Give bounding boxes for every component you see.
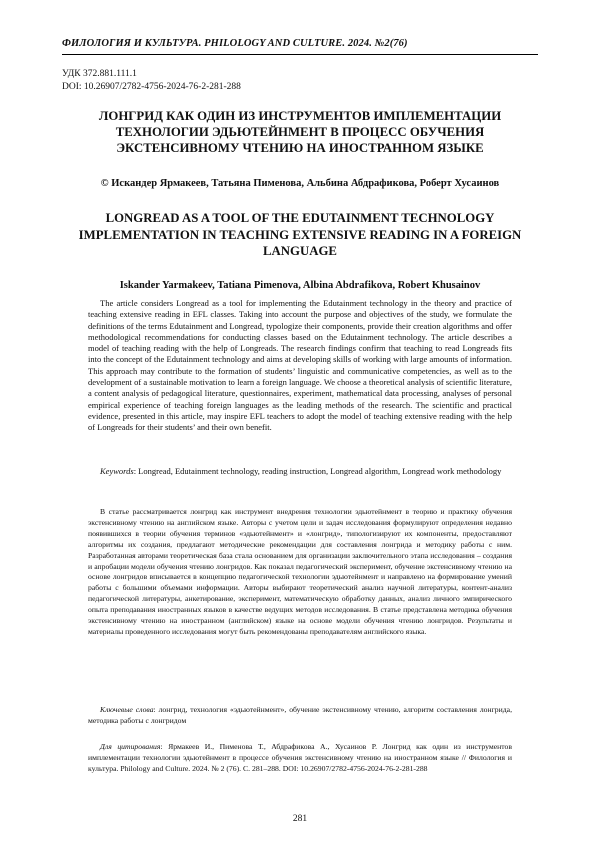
keywords-english — [88, 466, 512, 477]
keywords-russian-label: Ключевые слова — [100, 705, 154, 714]
keywords-english-label: Keywords — [100, 466, 134, 476]
citation-block — [88, 742, 512, 775]
header-divider — [62, 54, 538, 55]
citation-text: : Ярмакеев И., Пименова Т., Абдрафикова А., Хусаинов Р. Лонгрид как один из инструментов имплементации технологии эдьютейнмент в процессе обучения экстенсивному чтению на иностранном языке // Филология и культура. Philology and Culture. 2024. № 2 (76). С. 281–288. DOI: 10.26907/2782-4756-2024-76-2-281-288 — [88, 742, 512, 773]
journal-running-header: ФИЛОЛОГИЯ И КУЛЬТУРА. PHILOLOGY AND CULTURE. 2024. №2(76) — [62, 38, 408, 49]
keywords-russian-text: : лонгрид, технология «эдьютейнмент», обучение экстенсивному чтению, алгоритм составления лонгрида, методика работы с лонгридом — [88, 705, 512, 725]
keywords-russian — [88, 705, 512, 727]
authors-russian: © Искандер Ярмакеев, Татьяна Пименова, Альбина Абдрафикова, Роберт Хусаинов — [100, 178, 500, 189]
article-title-russian: ЛОНГРИД КАК ОДИН ИЗ ИНСТРУМЕНТОВ ИМПЛЕМЕНТАЦИИ ТЕХНОЛОГИИ ЭДЬЮТЕЙНМЕНТ В ПРОЦЕСС ОБУЧЕНИЯ ЭКСТЕНСИВНОМУ ЧТЕНИЮ НА ИНОСТРАННОМ ЯЗЫКЕ — [98, 109, 502, 155]
doi-text: DOI: 10.26907/2782-4756-2024-76-2-281-288 — [62, 81, 241, 92]
abstract-english: The article considers Longread as a tool for implementing the Edutainment technology in the theory and practice of teaching extensive reading in EFL classes. Taking into account the purpose and objectives of the study, we formulate the definitions of the terms Edutainment and Longread, typologize their components, provide their creation algorithms and offer methodological recommendations for conducting classes based on the Edutainment technology. The article describes a model of teaching reading with the help of Longreads. The research findings confirm that teaching to read Longreads fits into the concept of the Edutainment technology and aims at developing skills of working with large amounts of information. This approach may contribute to the formation of students’ linguistic and communicative competencies, as well as to the development of a sustainable motivation to learn a foreign language. We choose a theoretical analysis of scientific literature, a content analysis of pedagogical literature, questionnaires, experiment, mathematical data processing, analyses of personal empirical experience of teaching foreign languages as the leading methods of the research. The scientific and practical evidence, presented in this article, may inspire EFL teachers to adopt the model of teaching extensive reading with the help of Longreads for their students’ and their own benefit. — [88, 298, 512, 433]
article-title-english: LONGREAD AS A TOOL OF THE EDUTAINMENT TECHNOLOGY IMPLEMENTATION IN TEACHING EXTENSIVE READING IN A FOREIGN LANGUAGE — [78, 211, 522, 258]
keywords-english-text: : Longread, Edutainment technology, reading instruction, Longread algorithm, Longread work methodology — [133, 466, 502, 476]
article-metadata — [62, 68, 241, 93]
authors-english: Iskander Yarmakeev, Tatiana Pimenova, Albina Abdrafikova, Robert Khusainov — [119, 280, 481, 291]
page-number: 281 — [292, 814, 308, 824]
abstract-russian: В статье рассматривается лонгрид как инструмент внедрения технологии эдьютейнмент в теорию и практику обучения экстенсивному чтению на английском языке. Авторы с учетом цели и задач исследования формулируют определения недавно появившихся в теории обучения терминов «эдьютейнмент» и «лонгрид», типологизируют их компоненты, предоставляют алгоритмы их создания, предлагают методические рекомендации для составления лонгрида и методику работы с ним. Разработанная авторами теоретическая база стала основанием для организации заключительного этапа исследования – создания и апробации модели обучения чтению лонгридов. Как показал педагогический эксперимент, обучение экстенсивному чтению на основе лонгридов вписывается в концепцию педагогической технологии эдьютейнмент и направлено на формирование умений работы с большими объемами информации. Авторы выбирают теоретический анализ научной литературы, контент-анализ педагогической литературы, анкетирование, эксперимент, математическую обработку данных, анализ личного эмпирического опыта преподавания иностранных языков в качестве ведущих методов исследования. В статье представлена методика обучения экстенсивному чтению на иностранном (английском) языке на основе модели обучения чтению лонгридов. Результаты и материалы проведенного исследования могут быть рекомендованы преподавателям английского языка. — [88, 507, 512, 636]
udk-code: УДК 372.881.111.1 — [62, 69, 137, 79]
citation-label: Для цитирования — [100, 742, 161, 751]
